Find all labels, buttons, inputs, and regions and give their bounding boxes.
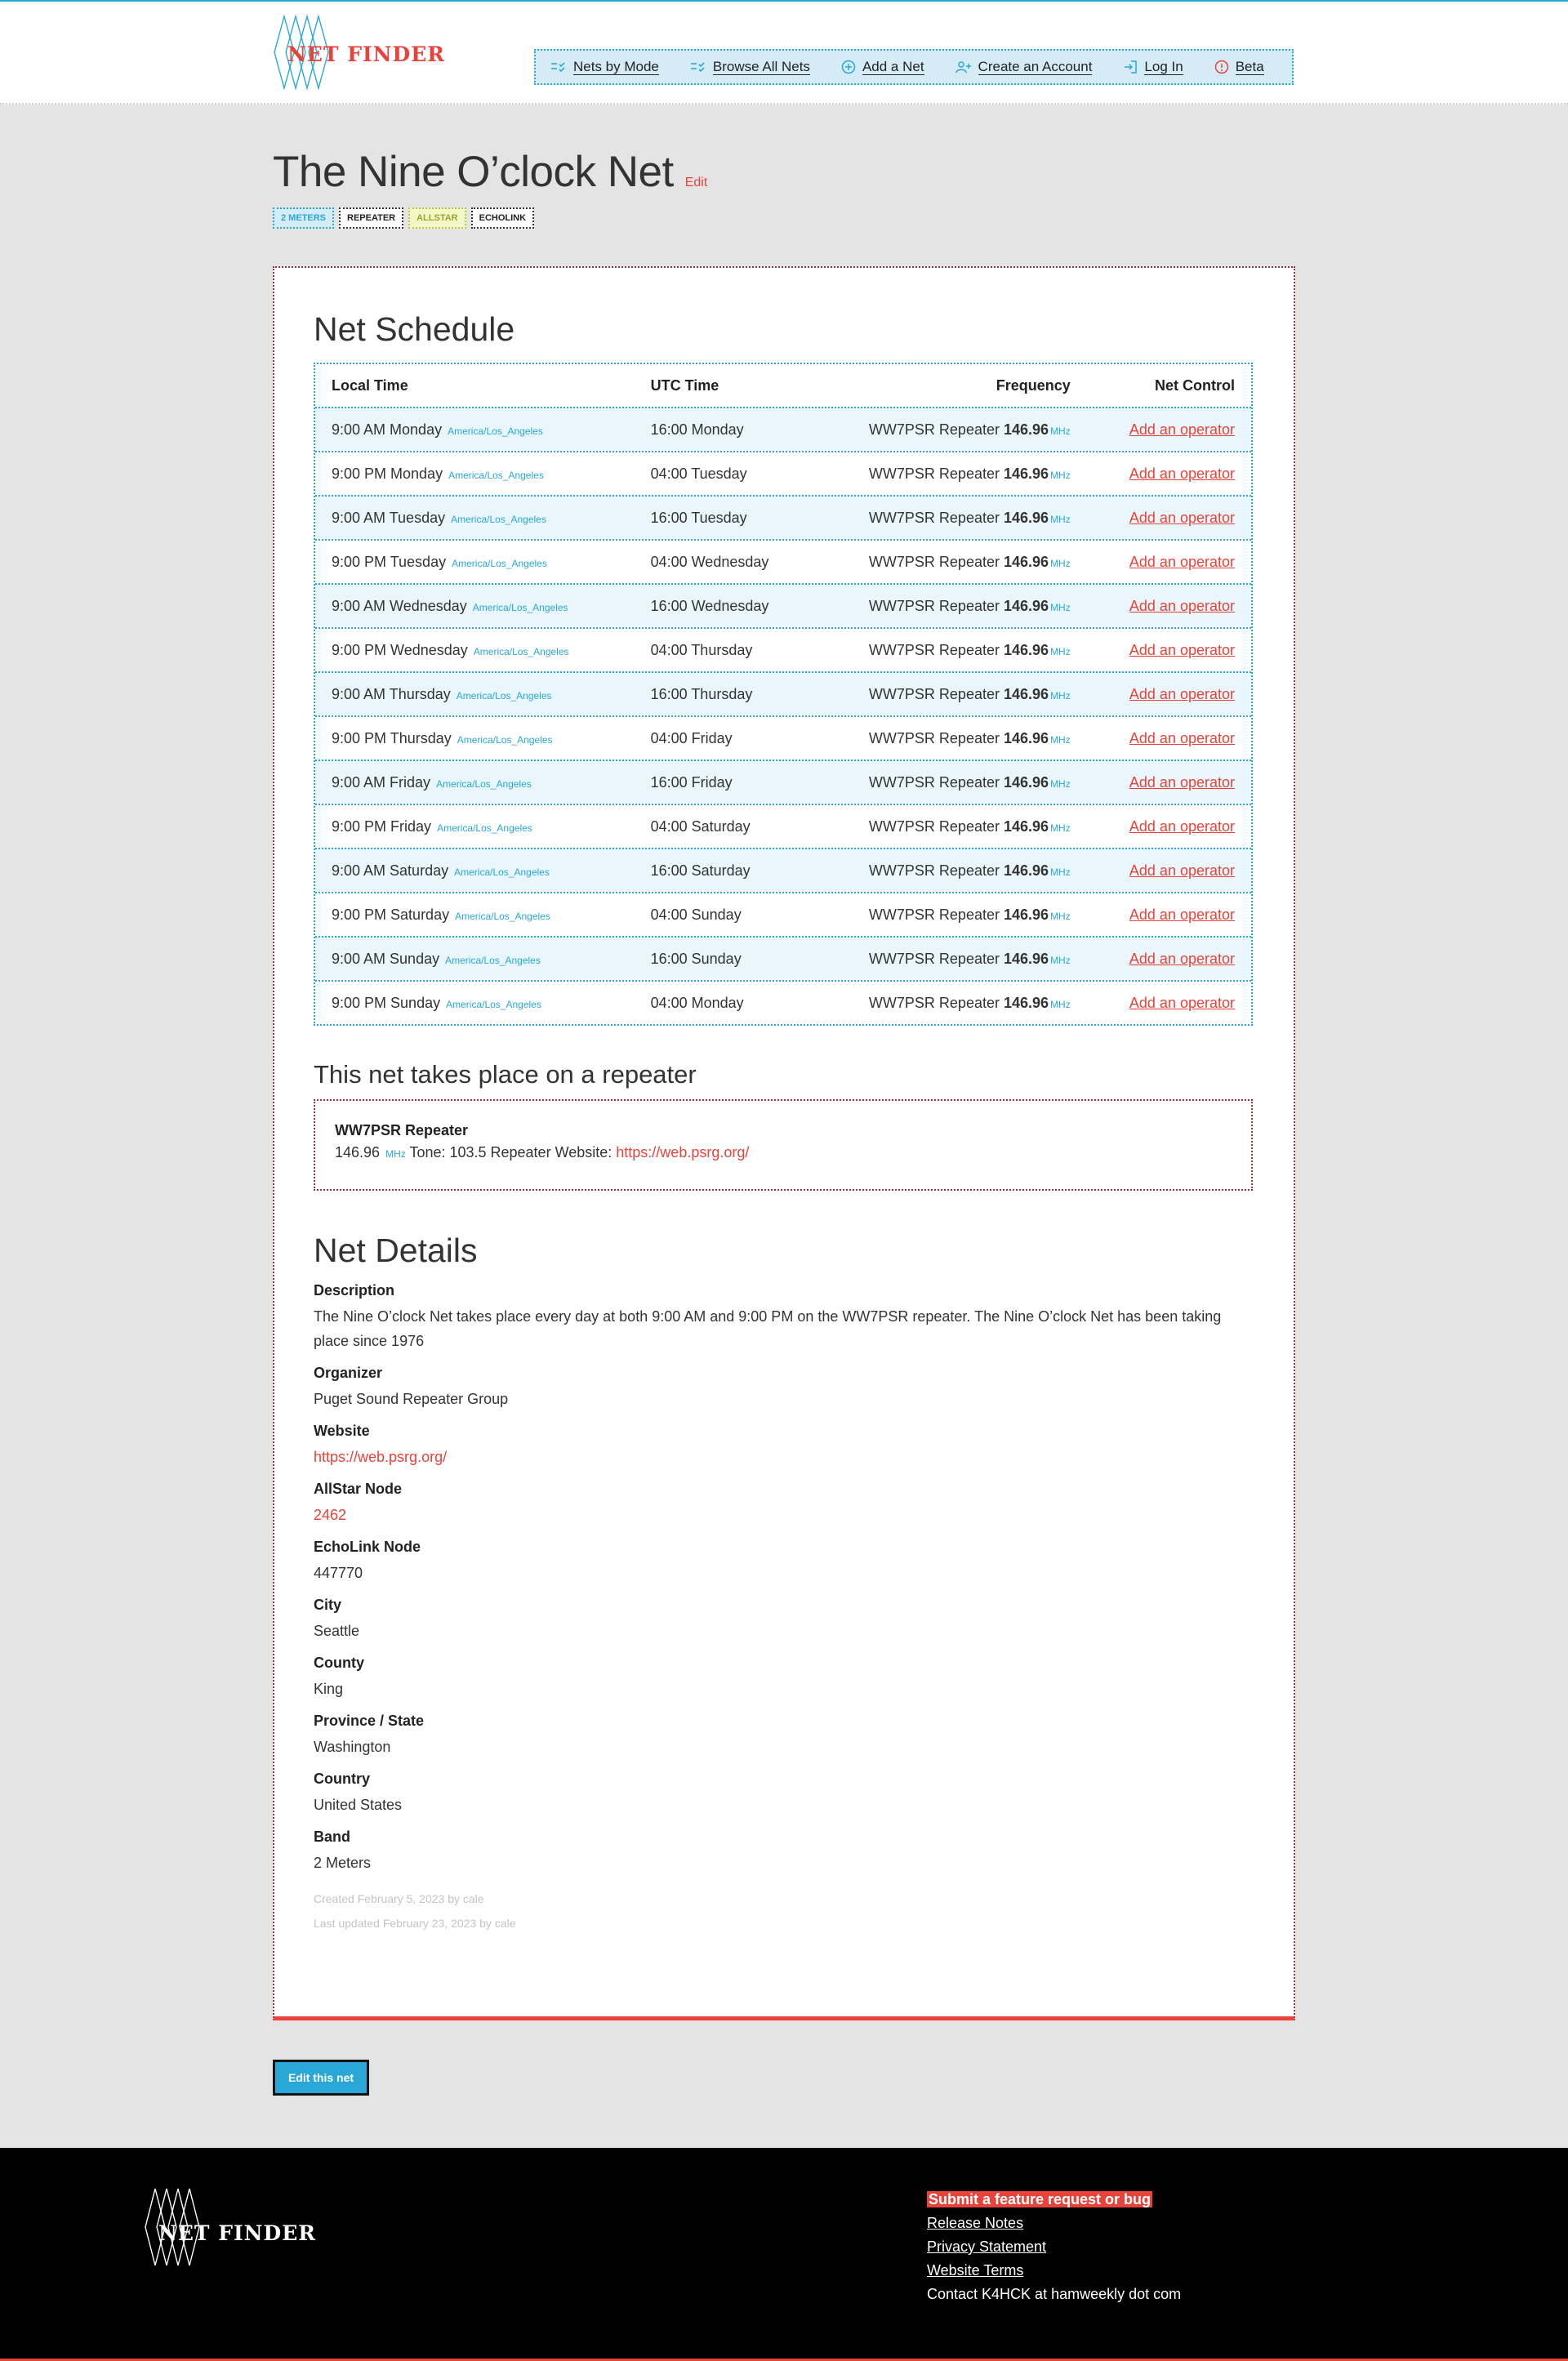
timezone-label: America/Los_Angeles <box>451 513 546 525</box>
frequency-unit: MHz <box>1050 513 1071 525</box>
nav-beta[interactable] <box>1214 60 1264 75</box>
schedule-row <box>315 451 1251 495</box>
nav-browse-all-nets[interactable] <box>690 60 810 75</box>
schedule-row <box>315 627 1251 671</box>
detail-label-echolink: EchoLink Node <box>314 1539 421 1555</box>
local-time: 9:00 AM Wednesday <box>332 597 467 614</box>
detail-label-country: Country <box>314 1771 370 1787</box>
feature-request-item <box>927 2188 1181 2212</box>
repeater-name: WW7PSR Repeater <box>868 685 1000 702</box>
edit-net-button[interactable]: Edit this net <box>273 2060 369 2096</box>
net-control-cell <box>1071 951 1235 968</box>
detail-value-website <box>314 1445 1253 1469</box>
frequency-unit: MHz <box>1050 689 1071 702</box>
net-control-cell <box>1071 995 1235 1012</box>
nav-log-in[interactable] <box>1123 60 1183 75</box>
net-control-cell <box>1071 818 1235 835</box>
local-time: 9:00 AM Friday <box>332 773 431 791</box>
frequency-unit: MHz <box>1050 998 1071 1010</box>
frequency-value: 146.96 <box>1004 553 1049 570</box>
repeater-name: WW7PSR Repeater <box>868 641 1000 658</box>
utc-time-cell: 16:00 Saturday <box>650 862 751 879</box>
detail-value-band: 2 Meters <box>314 1855 372 1871</box>
repeater-name: WW7PSR Repeater <box>868 906 1000 923</box>
local-time-cell <box>332 421 651 439</box>
net-control-cell <box>1071 730 1235 747</box>
utc-time-cell: 16:00 Sunday <box>650 950 742 967</box>
site-footer <box>0 2148 1568 2361</box>
local-time: 9:00 PM Monday <box>332 465 443 482</box>
allstar-node-link[interactable]: 2462 <box>314 1507 347 1523</box>
repeater-name: WW7PSR Repeater <box>868 994 1000 1011</box>
net-control-cell <box>1071 466 1235 483</box>
timezone-label: America/Los_Angeles <box>455 910 550 922</box>
utc-time-cell: 04:00 Sunday <box>650 906 742 923</box>
frequency-value: 146.96 <box>1004 509 1049 526</box>
net-control-cell <box>1071 598 1235 615</box>
local-time-cell <box>332 774 651 791</box>
frequency-cell <box>838 686 1071 703</box>
frequency-unit: MHz <box>1050 777 1071 790</box>
frequency-cell <box>838 818 1071 835</box>
frequency-unit: MHz <box>1050 866 1071 878</box>
schedule-row <box>315 671 1251 715</box>
website-link[interactable]: https://web.psrg.org/ <box>314 1449 448 1465</box>
footer-logo-text: NET FINDER <box>158 2221 317 2245</box>
detail-value-county: King <box>314 1681 344 1697</box>
local-time-cell <box>332 818 651 835</box>
utc-time-cell: 04:00 Wednesday <box>650 553 769 570</box>
timezone-label: America/Los_Angeles <box>452 557 547 569</box>
repeater-name: WW7PSR Repeater <box>868 597 1000 614</box>
detail-label-allstar: AllStar Node <box>314 1481 403 1497</box>
repeater-section-title: This net takes place on a repeater <box>314 1060 697 1089</box>
frequency-unit: MHz <box>1050 469 1071 481</box>
tag-repeater[interactable]: REPEATER <box>339 207 403 229</box>
utc-time-cell: 04:00 Monday <box>650 994 744 1011</box>
add-operator-link[interactable]: Add an operator <box>1129 509 1235 526</box>
frequency-value: 146.96 <box>1004 773 1049 791</box>
frequency-value: 146.96 <box>1004 421 1049 438</box>
utc-time-cell: 16:00 Thursday <box>650 685 753 702</box>
main-nav <box>534 49 1294 85</box>
frequency-unit: MHz <box>1050 954 1071 966</box>
site-header <box>0 2 1568 105</box>
add-operator-link[interactable]: Add an operator <box>1129 465 1235 482</box>
frequency-unit: MHz <box>1050 822 1071 834</box>
updated-meta: Last updated February 23, 2023 by cale <box>314 1917 516 1930</box>
add-operator-link[interactable]: Add an operator <box>1129 685 1235 702</box>
info-circle-icon <box>1214 60 1229 74</box>
frequency-value: 146.96 <box>1004 817 1049 835</box>
repeater-name: WW7PSR Repeater <box>868 729 1000 746</box>
timezone-label: America/Los_Angeles <box>437 822 532 834</box>
nav-label: Log In <box>1144 58 1183 74</box>
nav-create-account[interactable] <box>956 60 1093 75</box>
local-time-cell <box>332 642 651 659</box>
schedule-row <box>315 715 1251 760</box>
schedule-row <box>315 495 1251 539</box>
add-operator-link[interactable]: Add an operator <box>1129 994 1235 1011</box>
local-time-cell <box>332 466 651 483</box>
page-title: The Nine O’clock Net <box>273 148 674 196</box>
nav-add-a-net[interactable] <box>841 60 924 75</box>
local-time: 9:00 PM Thursday <box>332 729 452 746</box>
add-operator-link[interactable]: Add an operator <box>1129 862 1235 879</box>
detail-value-country: United States <box>314 1797 403 1813</box>
local-time-cell <box>332 862 651 880</box>
contact-text: Contact K4HCK at hamweekly dot com <box>927 2286 1182 2302</box>
frequency-unit: MHz <box>1050 645 1071 657</box>
schedule-row <box>315 892 1251 936</box>
add-operator-link[interactable]: Add an operator <box>1129 553 1235 570</box>
net-control-cell <box>1071 862 1235 880</box>
repeater-name: WW7PSR Repeater <box>335 1122 469 1138</box>
header-local-time: Local Time <box>332 376 408 394</box>
frequency-unit: MHz <box>1050 733 1071 746</box>
frequency-value: 146.96 <box>1004 862 1049 879</box>
repeater-name: WW7PSR Repeater <box>868 773 1000 791</box>
schedule-body <box>315 407 1251 1024</box>
frequency-value: 146.96 <box>1004 597 1049 614</box>
timezone-label: America/Los_Angeles <box>473 645 569 657</box>
schedule-row <box>315 848 1251 892</box>
tag-echolink[interactable]: ECHOLINK <box>471 207 534 229</box>
local-time-cell <box>332 730 651 747</box>
net-control-cell <box>1071 642 1235 659</box>
repeater-name: WW7PSR Repeater <box>868 465 1000 482</box>
detail-value-allstar <box>314 1503 1253 1527</box>
schedule-row <box>315 980 1251 1024</box>
timezone-label: America/Los_Angeles <box>445 954 541 966</box>
timezone-label: America/Los_Angeles <box>448 425 543 437</box>
add-operator-link[interactable]: Add an operator <box>1129 421 1235 438</box>
local-time-cell <box>332 510 651 527</box>
header-net-control: Net Control <box>1155 376 1235 394</box>
local-time: 9:00 PM Friday <box>332 817 432 835</box>
add-operator-link[interactable]: Add an operator <box>1129 817 1235 835</box>
frequency-cell <box>838 862 1071 880</box>
add-operator-link[interactable]: Add an operator <box>1129 729 1235 746</box>
net-control-cell <box>1071 421 1235 439</box>
frequency-value: 146.96 <box>1004 465 1049 482</box>
tag-allstar[interactable]: ALLSTAR <box>408 207 466 229</box>
frequency-value: 146.96 <box>1004 994 1049 1011</box>
feature-request-link[interactable]: Submit a feature request or bug <box>929 2191 1152 2207</box>
local-time: 9:00 PM Wednesday <box>332 641 468 658</box>
nav-label: Beta <box>1235 58 1264 74</box>
nav-label: Nets by Mode <box>573 58 659 74</box>
utc-time-cell: 16:00 Friday <box>650 773 733 791</box>
utc-time-cell: 04:00 Thursday <box>650 641 753 658</box>
add-operator-link[interactable]: Add an operator <box>1129 906 1235 923</box>
schedule-table <box>314 363 1253 1026</box>
detail-value-echolink: 447770 <box>314 1565 363 1581</box>
title-edit-link[interactable]: Edit <box>684 176 708 189</box>
privacy-statement-link[interactable]: Privacy Statement <box>927 2238 1047 2255</box>
net-details <box>314 1282 1253 1936</box>
detail-label-band: Band <box>314 1829 350 1845</box>
timezone-label: America/Los_Angeles <box>456 689 552 702</box>
local-time: 9:00 AM Tuesday <box>332 509 446 526</box>
frequency-cell <box>838 774 1071 791</box>
net-control-cell <box>1071 774 1235 791</box>
net-tags <box>273 207 539 229</box>
timezone-label: America/Los_Angeles <box>448 469 544 481</box>
frequency-value: 146.96 <box>1004 641 1049 658</box>
schedule-row <box>315 936 1251 980</box>
add-operator-link[interactable]: Add an operator <box>1129 597 1235 614</box>
utc-time-cell: 04:00 Friday <box>650 729 733 746</box>
net-control-cell <box>1071 510 1235 527</box>
utc-time-cell: 16:00 Monday <box>650 421 744 438</box>
site-logo[interactable] <box>273 15 445 90</box>
repeater-website-link[interactable]: https://web.psrg.org/ <box>616 1144 750 1160</box>
frequency-unit: MHz <box>1050 425 1071 437</box>
timezone-label: America/Los_Angeles <box>454 866 550 878</box>
local-time: 9:00 AM Sunday <box>332 950 440 967</box>
frequency-cell <box>838 995 1071 1012</box>
detail-label-description: Description <box>314 1282 395 1299</box>
frequency-value: 146.96 <box>1004 906 1049 923</box>
detail-value-organizer: Puget Sound Repeater Group <box>314 1391 509 1407</box>
timezone-label: America/Los_Angeles <box>446 998 541 1010</box>
schedule-row <box>315 583 1251 627</box>
repeater-unit: MHz <box>385 1148 406 1160</box>
frequency-cell <box>838 730 1071 747</box>
detail-label-city: City <box>314 1597 342 1613</box>
local-time: 9:00 PM Tuesday <box>332 553 447 570</box>
detail-value-city: Seattle <box>314 1623 360 1639</box>
repeater-info <box>335 1144 1232 1161</box>
nav-nets-by-mode[interactable] <box>550 60 659 75</box>
frequency-unit: MHz <box>1050 910 1071 922</box>
repeater-tone: Tone: 103.5 Repeater Website: <box>409 1144 612 1160</box>
footer-logo[interactable] <box>144 2187 316 2267</box>
frequency-cell <box>838 554 1071 571</box>
repeater-name: WW7PSR Repeater <box>868 509 1000 526</box>
detail-value-description: The Nine O’clock Net takes place every day at both 9:00 AM and 9:00 PM on the WW7PSR repeater. The Nine O’clock Net has been taking place since 1976 <box>314 1308 1222 1349</box>
frequency-cell <box>838 510 1071 527</box>
add-operator-link[interactable]: Add an operator <box>1129 773 1235 791</box>
detail-label-county: County <box>314 1655 364 1671</box>
frequency-unit: MHz <box>1050 557 1071 569</box>
repeater-name: WW7PSR Repeater <box>868 862 1000 879</box>
detail-label-state: Province / State <box>314 1713 425 1729</box>
local-time: 9:00 AM Monday <box>332 421 443 438</box>
net-control-cell <box>1071 554 1235 571</box>
net-control-cell <box>1071 907 1235 924</box>
timezone-label: America/Los_Angeles <box>472 601 568 613</box>
footer-item <box>927 2259 1181 2283</box>
nav-label: Add a Net <box>862 58 924 74</box>
tag-band[interactable]: 2 METERS <box>273 207 334 229</box>
header-utc-time: UTC Time <box>650 376 719 394</box>
footer-item <box>927 2235 1181 2259</box>
utc-time-cell: 16:00 Tuesday <box>650 509 747 526</box>
frequency-value: 146.96 <box>1004 729 1049 746</box>
logo-text: NET FINDER <box>287 42 446 66</box>
net-control-cell <box>1071 686 1235 703</box>
frequency-value: 146.96 <box>1004 950 1049 967</box>
frequency-cell <box>838 466 1071 483</box>
local-time-cell <box>332 686 651 703</box>
timezone-label: America/Los_Angeles <box>436 777 532 790</box>
utc-time-cell: 16:00 Wednesday <box>650 597 769 614</box>
list-check-icon <box>690 61 706 73</box>
header-frequency: Frequency <box>996 376 1071 394</box>
frequency-unit: MHz <box>1050 601 1071 613</box>
schedule-row <box>315 760 1251 804</box>
repeater-name: WW7PSR Repeater <box>868 950 1000 967</box>
repeater-name: WW7PSR Repeater <box>868 817 1000 835</box>
detail-value-state: Washington <box>314 1739 391 1755</box>
frequency-cell <box>838 421 1071 439</box>
local-time: 9:00 AM Thursday <box>332 685 451 702</box>
created-meta: Created February 5, 2023 by cale <box>314 1892 484 1905</box>
local-time-cell <box>332 995 651 1012</box>
repeater-frequency: 146.96 <box>335 1144 381 1160</box>
nav-label: Create an Account <box>978 58 1093 74</box>
nav-label: Browse All Nets <box>712 58 810 74</box>
frequency-cell <box>838 951 1071 968</box>
frequency-cell <box>838 598 1071 615</box>
repeater-box <box>314 1099 1253 1191</box>
schedule-row <box>315 539 1251 583</box>
local-time: 9:00 PM Saturday <box>332 906 450 923</box>
schedule-row <box>315 804 1251 848</box>
repeater-name: WW7PSR Repeater <box>868 421 1000 438</box>
schedule-header-row <box>315 364 1251 407</box>
footer-item <box>927 2212 1181 2235</box>
frequency-cell <box>838 907 1071 924</box>
timezone-label: America/Los_Angeles <box>457 733 553 746</box>
utc-time-cell: 04:00 Tuesday <box>650 465 747 482</box>
utc-time-cell: 04:00 Saturday <box>650 817 751 835</box>
footer-links <box>927 2188 1181 2306</box>
repeater-name: WW7PSR Repeater <box>868 553 1000 570</box>
list-check-icon <box>550 61 567 73</box>
local-time-cell <box>332 907 651 924</box>
local-time: 9:00 AM Saturday <box>332 862 449 879</box>
detail-label-website: Website <box>314 1423 370 1439</box>
website-terms-link[interactable]: Website Terms <box>927 2262 1024 2279</box>
schedule-row <box>315 407 1251 451</box>
user-plus-icon <box>956 60 972 74</box>
frequency-cell <box>838 642 1071 659</box>
login-icon <box>1123 60 1138 74</box>
plus-circle-icon <box>841 60 856 74</box>
schedule-title: Net Schedule <box>314 310 515 348</box>
add-operator-link[interactable]: Add an operator <box>1129 641 1235 658</box>
local-time-cell <box>332 951 651 968</box>
local-time: 9:00 PM Sunday <box>332 994 441 1011</box>
page-title-wrap <box>273 147 707 197</box>
add-operator-link[interactable]: Add an operator <box>1129 950 1235 967</box>
local-time-cell <box>332 598 651 615</box>
net-card <box>273 266 1295 2020</box>
local-time-cell <box>332 554 651 571</box>
frequency-value: 146.96 <box>1004 685 1049 702</box>
details-title: Net Details <box>314 1232 478 1269</box>
detail-label-organizer: Organizer <box>314 1365 383 1381</box>
release-notes-link[interactable]: Release Notes <box>927 2215 1024 2231</box>
